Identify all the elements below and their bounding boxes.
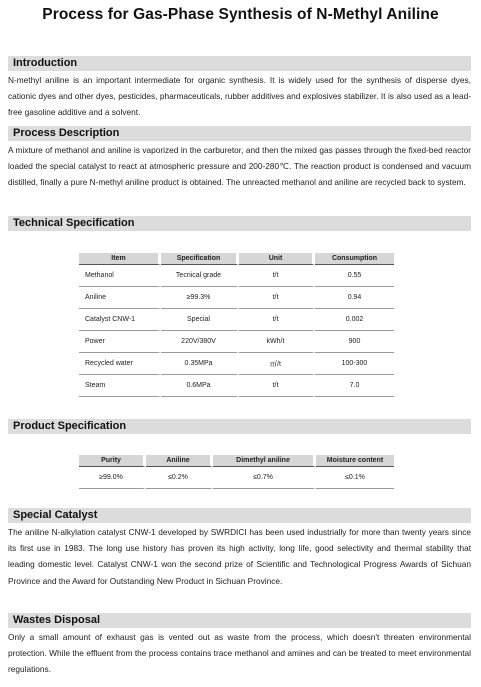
column-header: Unit [239, 253, 315, 265]
table-cell: 100-300 [315, 353, 394, 375]
table-row [79, 375, 394, 397]
table-cell: Steam [79, 375, 161, 397]
table-cell: 0.55 [315, 265, 394, 287]
table-cell: ≤0.1% [316, 467, 394, 489]
catalyst-text: The aniline N-alkylation catalyst CNW-1 developed by SWRDICI has been used industrially for more than twenty years since its first use in 1983. The long use history has proven its high activity, long life, good selectivity and thermal stability that leading domestic level. Catalyst CNW-1 won the second prize of Scientific and Technological Progress Awards of Sichuan Province and the Award for Outstanding New Product in Sichuan Province. [8, 527, 471, 586]
section-heading-technical: Technical Specification [8, 216, 471, 231]
table-row [79, 309, 394, 331]
table-cell: Special [161, 309, 239, 331]
column-header: Aniline [146, 455, 213, 467]
column-header: Consumption [315, 253, 394, 265]
table-cell: 900 [315, 331, 394, 353]
table-cell: kWh/t [239, 331, 315, 353]
table-row [79, 331, 394, 353]
section-heading-introduction: Introduction [8, 56, 471, 71]
section-heading-wastes: Wastes Disposal [8, 613, 471, 628]
table-cell: t/t [239, 309, 315, 331]
table-cell: t/t [239, 287, 315, 309]
section-heading-catalyst: Special Catalyst [8, 508, 471, 523]
section-heading-product: Product Specification [8, 419, 471, 434]
table-cell: 0.6MPa [161, 375, 239, 397]
table-cell: 7.0 [315, 375, 394, 397]
column-header: Purity [79, 455, 146, 467]
wastes-text: Only a small amount of exhaust gas is vented out as waste from the process, which doesn't threaten environmental protection. While the effluent from the process contains trace methanol and amines and can be treated to meet environmental regulations. [8, 632, 471, 675]
column-header: Specification [161, 253, 239, 265]
table-cell: ㎡/t [239, 353, 315, 375]
table-cell: t/t [239, 265, 315, 287]
table-cell: 0.94 [315, 287, 394, 309]
table-header-row [79, 455, 394, 467]
table-row [79, 353, 394, 375]
table-cell: 220V/380V [161, 331, 239, 353]
table-row [79, 265, 394, 287]
table-cell: Aniline [79, 287, 161, 309]
table-row [79, 287, 394, 309]
table-cell: ≥99.0% [79, 467, 146, 489]
table-cell: 0.35MPa [161, 353, 239, 375]
section-heading-process: Process Description [8, 126, 471, 141]
process-text: A mixture of methanol and aniline is vaporized in the carburetor, and then the mixed gas passes through the fixed-bed reactor loaded the special catalyst to react at atmospheric pressure and 200-280℃. The reaction product is condensed and vacuum distilled, finally a pure N-methyl aniline product is obtained. The unreacted methanol and aniline are recycled back to system. [8, 145, 471, 188]
column-header: Item [79, 253, 161, 265]
table-cell: Power [79, 331, 161, 353]
product-spec-table [79, 455, 394, 489]
column-header: Dimethyl aniline [213, 455, 316, 467]
table-cell: ≤0.2% [146, 467, 213, 489]
table-cell: Methanol [79, 265, 161, 287]
column-header: Moisture content [316, 455, 394, 467]
table-cell: ≥99.3% [161, 287, 239, 309]
table-cell: t/t [239, 375, 315, 397]
table-cell: 0.002 [315, 309, 394, 331]
table-cell: Catalyst CNW-1 [79, 309, 161, 331]
technical-spec-table [79, 253, 394, 397]
table-row [79, 467, 394, 489]
table-header-row [79, 253, 394, 265]
table-cell: Tecnical grade [161, 265, 239, 287]
table-cell: ≤0.7% [213, 467, 316, 489]
page-title: Process for Gas-Phase Synthesis of N-Methyl Aniline [42, 6, 439, 23]
table-cell: Recycled water [79, 353, 161, 375]
introduction-text: N-methyl aniline is an important intermediate for organic synthesis. It is widely used for the synthesis of disperse dyes, cationic dyes and other dyes, pesticides, pharmaceuticals, rubber additives and explosives stabilizer. It is also used as a lead-free gasoline additive and a solvent. [8, 75, 471, 118]
